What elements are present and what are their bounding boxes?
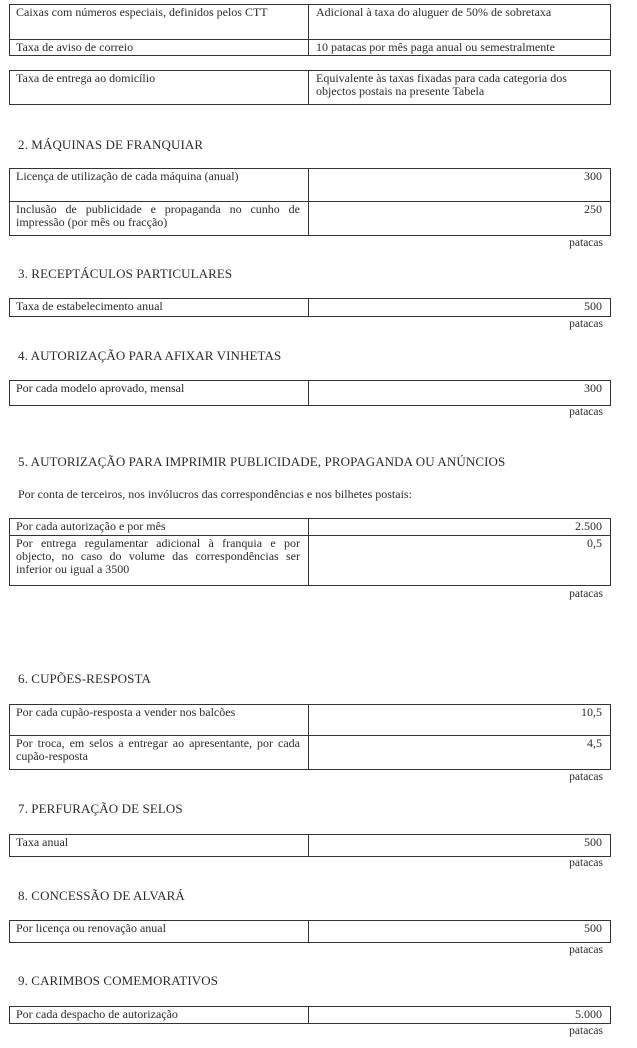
- fee-table: [9, 168, 611, 236]
- row-value: 300: [584, 169, 602, 183]
- currency-unit: patacas: [569, 237, 603, 249]
- section-heading: 8. CONCESSÃO DE ALVARÁ: [18, 888, 185, 903]
- section-heading: 9. CARIMBOS COMEMORATIVOS: [18, 973, 219, 988]
- table-row: [10, 1007, 610, 1024]
- table-row: [10, 71, 610, 105]
- row-value: 2.500: [575, 519, 602, 533]
- row-label: Taxa de entrega ao domicílio: [16, 71, 156, 85]
- row-label: Taxa de estabelecimento anual: [16, 299, 163, 313]
- row-label: Caixas com números especiais, definidos pelos CTT: [16, 5, 268, 19]
- fee-table: [9, 1006, 611, 1024]
- fee-table: [9, 380, 611, 406]
- currency-unit: patacas: [569, 588, 603, 600]
- currency-unit: patacas: [569, 771, 603, 783]
- row-value: 0,5: [587, 536, 602, 550]
- row-label: Inclusão de publicidade e propaganda no cunho de impressão (por mês ou fracção): [16, 202, 300, 229]
- table-row: [10, 535, 610, 586]
- table-row: [10, 705, 610, 735]
- row-value: Equivalente às taxas fixadas para cada categoria dos objectos postais na presente Tabela: [316, 71, 567, 98]
- row-value: 500: [584, 835, 602, 849]
- fee-table: [9, 920, 611, 943]
- fee-table: [9, 298, 611, 317]
- row-value: 250: [584, 202, 602, 216]
- table-row: [10, 835, 610, 857]
- row-label: Por troca, em selos a entregar ao apresentante, por cada cupão-resposta: [16, 736, 300, 763]
- fee-table: [9, 834, 611, 857]
- row-value: 10,5: [581, 705, 602, 719]
- row-value: 500: [584, 921, 602, 935]
- row-value: 300: [584, 381, 602, 395]
- row-label: Por entrega regulamentar adicional à franquia e por objecto, no caso do volume das correspondências ser inferior ou igual a 3500: [16, 536, 300, 576]
- currency-unit: patacas: [569, 406, 603, 418]
- table-row: [10, 519, 610, 535]
- row-value: Adicional à taxa do aluguer de 50% de sobretaxa: [316, 5, 552, 19]
- section-heading: 6. CUPÕES-RESPOSTA: [18, 671, 151, 686]
- section-heading: 5. AUTORIZAÇÃO PARA IMPRIMIR PUBLICIDADE, PROPAGANDA OU ANÚNCIOS: [18, 454, 506, 469]
- section-heading: 7. PERFURAÇÃO DE SELOS: [18, 801, 183, 816]
- table-row: [10, 5, 610, 39]
- row-value: 500: [584, 299, 602, 313]
- currency-unit: patacas: [569, 318, 603, 330]
- table-row: [10, 921, 610, 943]
- row-value: 10 patacas por mês paga anual ou semestralmente: [316, 40, 555, 54]
- table-row: [10, 299, 610, 317]
- row-label: Por cada autorização e por mês: [16, 519, 166, 533]
- table-row: [10, 381, 610, 406]
- table-row: [10, 735, 610, 770]
- row-label: Por cada modelo aprovado, mensal: [16, 381, 185, 395]
- currency-unit: patacas: [569, 1025, 603, 1037]
- delivery-table: [9, 70, 611, 105]
- section-heading: 2. MÁQUINAS DE FRANQUIAR: [18, 137, 204, 152]
- fee-table: [9, 704, 611, 770]
- row-label: Taxa anual: [16, 835, 69, 849]
- currency-unit: patacas: [569, 944, 603, 956]
- currency-unit: patacas: [569, 857, 603, 869]
- section-intro: Por conta de terceiros, nos invólucros das correspondências e nos bilhetes postais:: [18, 487, 412, 501]
- row-label: Licença de utilização de cada máquina (anual): [16, 169, 239, 183]
- table-row: [10, 39, 610, 56]
- row-label: Por cada despacho de autorização: [16, 1007, 178, 1021]
- table-row: [10, 201, 610, 236]
- row-label: Por licença ou renovação anual: [16, 921, 166, 935]
- section-heading: 3. RECEPTÁCULOS PARTICULARES: [18, 266, 233, 281]
- fee-table: [9, 518, 611, 586]
- row-value: 5.000: [575, 1007, 602, 1021]
- section-heading: 4. AUTORIZAÇÃO PARA AFIXAR VINHETAS: [18, 348, 282, 363]
- table-row: [10, 169, 610, 201]
- intro-table: [9, 4, 611, 56]
- row-value: 4,5: [587, 736, 602, 750]
- row-label: Por cada cupão-resposta a vender nos balcões: [16, 705, 236, 719]
- row-label: Taxa de aviso de correio: [16, 40, 134, 54]
